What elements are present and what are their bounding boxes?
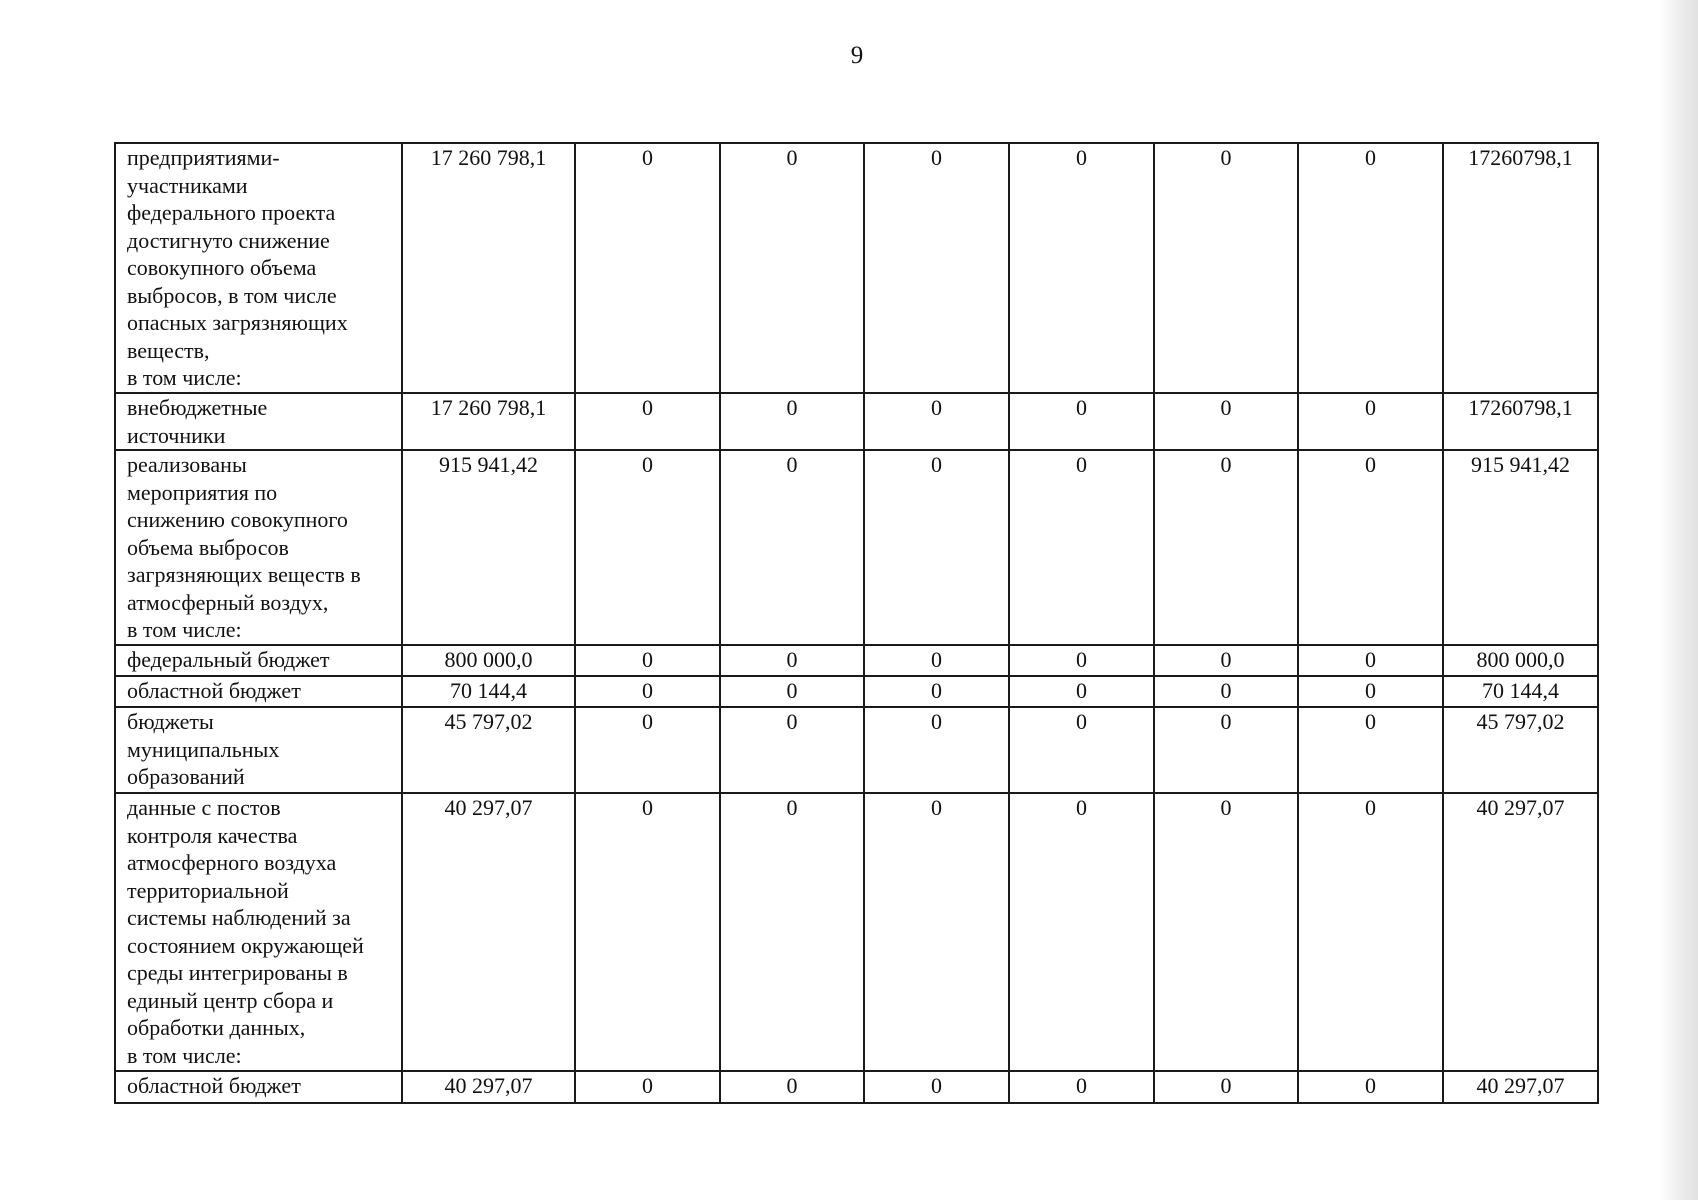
- row-label-cell: бюджеты муниципальных образований: [115, 707, 402, 793]
- total-value-cell: 40 297,07: [402, 793, 575, 1071]
- year-value-cell: 0: [575, 143, 720, 393]
- year-value-cell: 0: [720, 143, 864, 393]
- row-label-cell: реализованы мероприятия по снижению совокупного объема выбросов загрязняющих веществ в атмосферный воздух, в том числе:: [115, 450, 402, 645]
- year-value-cell: 0: [1009, 645, 1154, 676]
- table-row: [115, 1071, 1598, 1103]
- table-row: [115, 707, 1598, 793]
- summary-value-cell: 70 144,4: [1443, 676, 1598, 707]
- year-value-cell: 0: [1298, 393, 1443, 450]
- year-value-cell: 0: [720, 707, 864, 793]
- table-row: [115, 676, 1598, 707]
- year-value-cell: 0: [575, 793, 720, 1071]
- year-value-cell: 0: [864, 645, 1009, 676]
- year-value-cell: 0: [575, 1071, 720, 1103]
- year-value-cell: 0: [1154, 707, 1298, 793]
- year-value-cell: 0: [1154, 393, 1298, 450]
- summary-value-cell: 45 797,02: [1443, 707, 1598, 793]
- year-value-cell: 0: [1009, 393, 1154, 450]
- year-value-cell: 0: [1154, 676, 1298, 707]
- year-value-cell: 0: [1154, 793, 1298, 1071]
- total-value-cell: 915 941,42: [402, 450, 575, 645]
- year-value-cell: 0: [575, 676, 720, 707]
- table-row: [115, 450, 1598, 645]
- table-body: [115, 143, 1598, 1103]
- summary-value-cell: 17260798,1: [1443, 143, 1598, 393]
- year-value-cell: 0: [864, 393, 1009, 450]
- row-label-cell: федеральный бюджет: [115, 645, 402, 676]
- summary-value-cell: 40 297,07: [1443, 1071, 1598, 1103]
- total-value-cell: 70 144,4: [402, 676, 575, 707]
- year-value-cell: 0: [864, 143, 1009, 393]
- year-value-cell: 0: [864, 793, 1009, 1071]
- year-value-cell: 0: [1298, 793, 1443, 1071]
- year-value-cell: 0: [720, 676, 864, 707]
- year-value-cell: 0: [1154, 645, 1298, 676]
- year-value-cell: 0: [1154, 1071, 1298, 1103]
- year-value-cell: 0: [1009, 450, 1154, 645]
- year-value-cell: 0: [720, 393, 864, 450]
- year-value-cell: 0: [575, 707, 720, 793]
- year-value-cell: 0: [575, 645, 720, 676]
- year-value-cell: 0: [864, 450, 1009, 645]
- total-value-cell: 45 797,02: [402, 707, 575, 793]
- year-value-cell: 0: [720, 1071, 864, 1103]
- year-value-cell: 0: [720, 645, 864, 676]
- summary-value-cell: 915 941,42: [1443, 450, 1598, 645]
- total-value-cell: 800 000,0: [402, 645, 575, 676]
- year-value-cell: 0: [1009, 143, 1154, 393]
- year-value-cell: 0: [1298, 645, 1443, 676]
- summary-value-cell: 800 000,0: [1443, 645, 1598, 676]
- year-value-cell: 0: [1298, 676, 1443, 707]
- year-value-cell: 0: [1298, 450, 1443, 645]
- year-value-cell: 0: [575, 393, 720, 450]
- summary-value-cell: 40 297,07: [1443, 793, 1598, 1071]
- year-value-cell: 0: [575, 450, 720, 645]
- page-number: 9: [850, 42, 864, 69]
- table-row: [115, 645, 1598, 676]
- table-row: [115, 393, 1598, 450]
- total-value-cell: 40 297,07: [402, 1071, 575, 1103]
- row-label-cell: данные с постов контроля качества атмосферного воздуха территориальной системы наблюдений за состоянием окружающей среды интегрированы в единый центр сбора и обработки данных, в том числе:: [115, 793, 402, 1071]
- row-label-cell: областной бюджет: [115, 676, 402, 707]
- total-value-cell: 17 260 798,1: [402, 143, 575, 393]
- year-value-cell: 0: [1298, 707, 1443, 793]
- total-value-cell: 17 260 798,1: [402, 393, 575, 450]
- year-value-cell: 0: [720, 793, 864, 1071]
- year-value-cell: 0: [864, 676, 1009, 707]
- row-label-cell: внебюджетные источники: [115, 393, 402, 450]
- year-value-cell: 0: [1009, 676, 1154, 707]
- year-value-cell: 0: [1154, 450, 1298, 645]
- summary-value-cell: 17260798,1: [1443, 393, 1598, 450]
- year-value-cell: 0: [1009, 707, 1154, 793]
- table-row: [115, 793, 1598, 1071]
- row-label-cell: областной бюджет: [115, 1071, 402, 1103]
- year-value-cell: 0: [720, 450, 864, 645]
- scan-edge-shading: [1660, 0, 1698, 1200]
- year-value-cell: 0: [864, 707, 1009, 793]
- table-row: [115, 143, 1598, 393]
- year-value-cell: 0: [1298, 1071, 1443, 1103]
- year-value-cell: 0: [864, 1071, 1009, 1103]
- year-value-cell: 0: [1298, 143, 1443, 393]
- budget-table: [114, 142, 1599, 1104]
- year-value-cell: 0: [1009, 793, 1154, 1071]
- year-value-cell: 0: [1009, 1071, 1154, 1103]
- row-label-cell: предприятиями- участниками федерального проекта достигнуто снижение совокупного объема выбросов, в том числе опасных загрязняющих веществ, в том числе:: [115, 143, 402, 393]
- year-value-cell: 0: [1154, 143, 1298, 393]
